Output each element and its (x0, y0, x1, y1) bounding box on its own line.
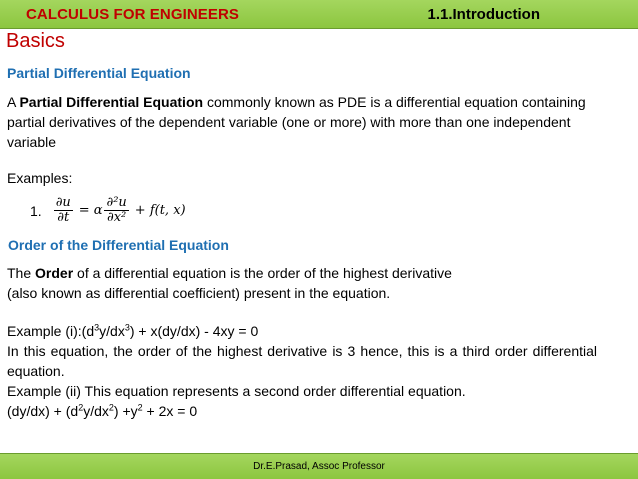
footer-author: Dr.E.Prasad, Assoc Professor (253, 461, 385, 472)
examples-label: Examples: (7, 170, 73, 186)
course-title: CALCULUS FOR ENGINEERS (26, 6, 240, 23)
section-label: 1.1.Introduction (427, 6, 540, 23)
order-definition (7, 263, 627, 303)
order-definition-line1: The Order of a differential equation is the order of the highest derivative (7, 265, 452, 281)
slide-title: Basics (6, 30, 65, 52)
pde-term: Partial Differential Equation (19, 94, 204, 110)
lhs-fraction: $\frac{\partial u}{\partial t}$ (55, 195, 71, 225)
order-heading: Order of the Differential Equation (8, 237, 229, 253)
equation-math: $\frac{\partial u}{\partial t}$ = α $\frac{\text{∂²u}}{\text{∂x²}}$ + f(t, x) (55, 195, 186, 225)
example-1-equation: Example $(i):(d^3y/dx^3) + x(dy/dx) - 4xy = 0$ (7, 322, 259, 339)
pde-heading: Partial Differential Equation (7, 65, 191, 81)
example-2-equation: $(dy/dx) + (d^2y/dx^2) +y^2 + 2x = 0$ (7, 402, 198, 419)
example-number: 1. (30, 202, 42, 219)
rhs-fraction: $\frac{\text{∂²u}}{\text{∂x²}}$ (106, 195, 127, 225)
pde-example-equation (30, 196, 186, 225)
example-1-explanation: In this equation, the order of the highest derivative is 3 hence, this is a third order differential equation. (7, 343, 597, 379)
example-2-text: Example (ii) This equation represents a second order differential equation. (7, 383, 466, 399)
order-term: Order (35, 265, 74, 281)
order-definition-line2: (also known as differential coefficient) present in the equation. (7, 285, 391, 301)
pde-definition: A Partial Differential Equation commonly known as PDE is a differential equation containing partial derivatives of the dependent variable (one or more) with more than one independent variable (7, 94, 586, 150)
